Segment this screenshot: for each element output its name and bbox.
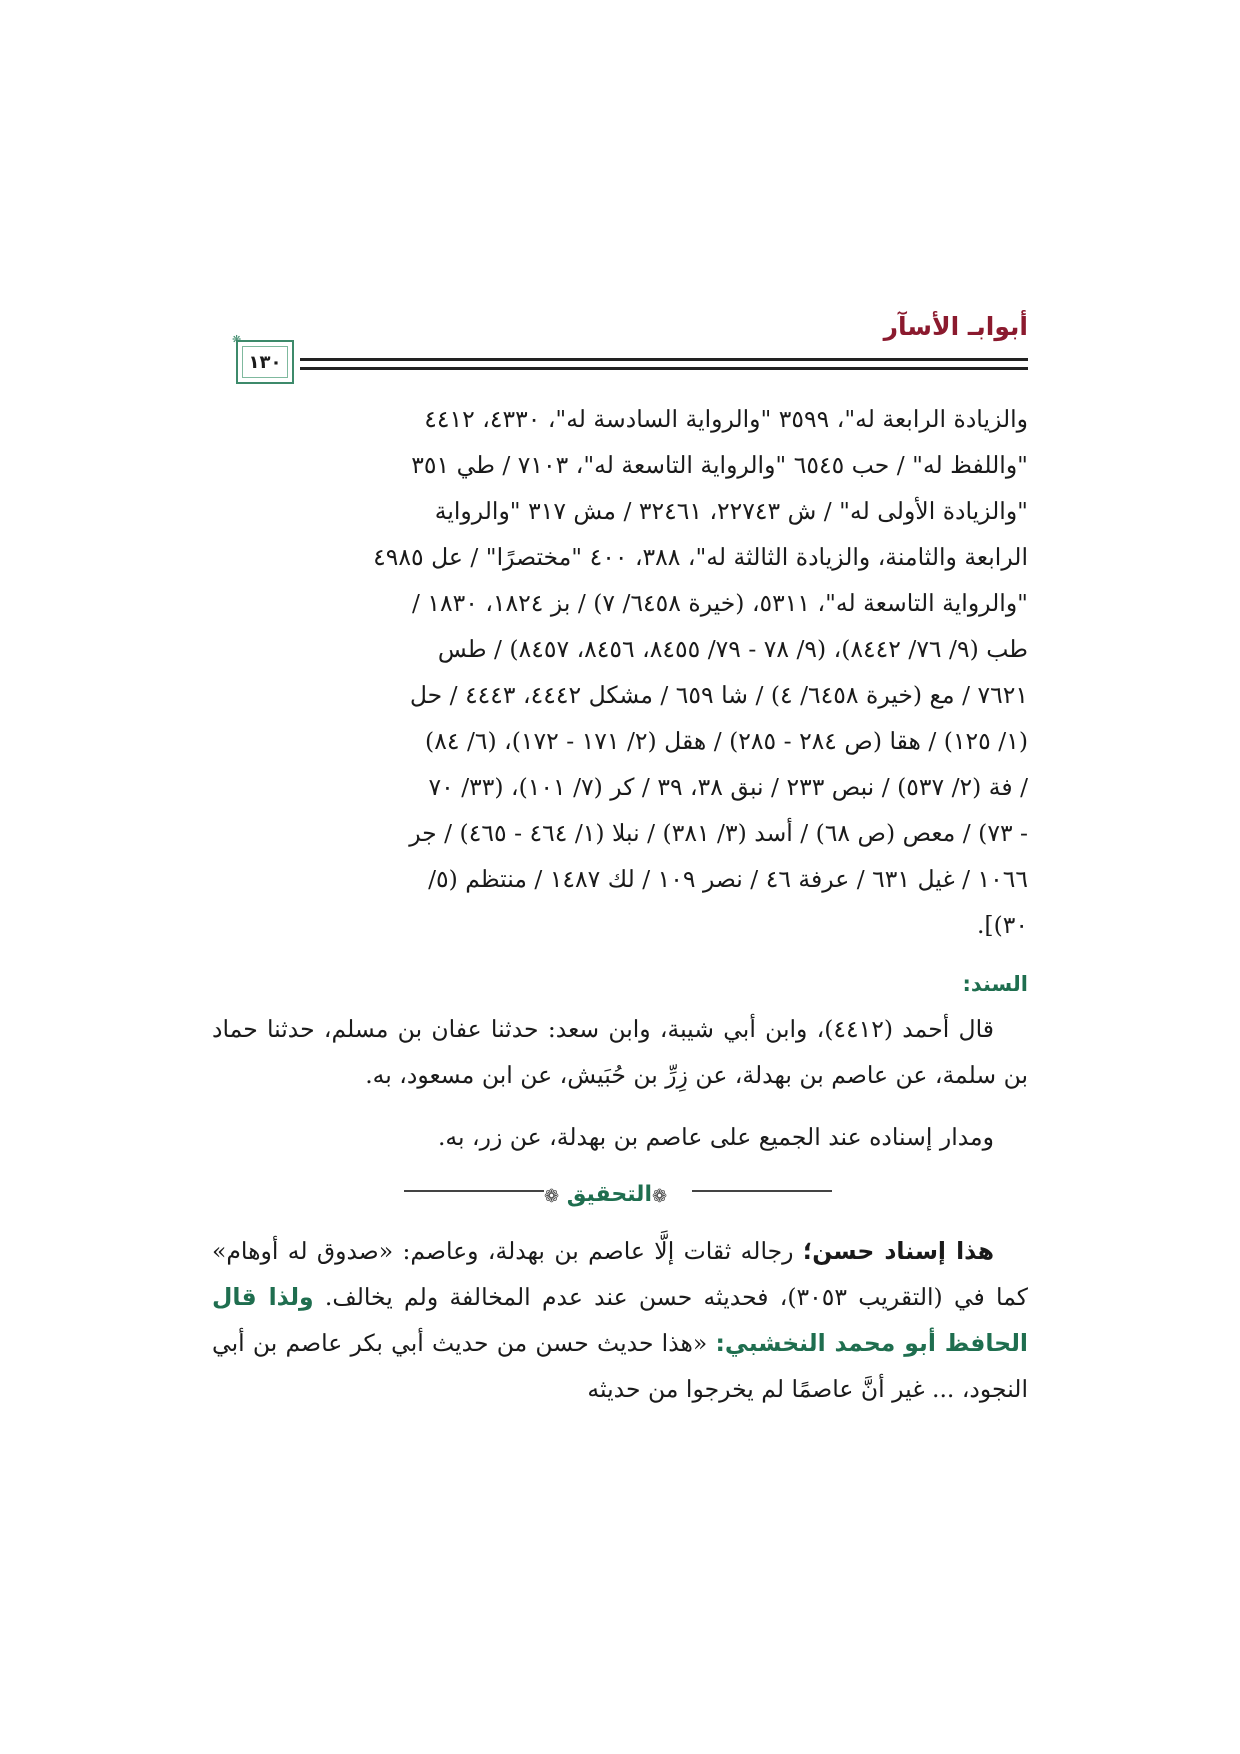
source-line: / فة (٢/ ٥٣٧) / نبص ٢٣٣ / نبق ٣٨، ٣٩ / كر (٧/ ١٠١)، (٣٣/ ٧٠ bbox=[428, 773, 1028, 801]
main-text bbox=[212, 396, 1028, 1412]
source-line: - ٧٣) / معص (ص ٦٨) / أسد (٣/ ٣٨١) / نبلا (١/ ٤٦٤ - ٤٦٥) / جر bbox=[409, 819, 1028, 847]
source-line: ٧٦٢١ / مع (خيرة ٦٤٥٨/ ٤) / شا ٦٥٩ / مشكل ٤٤٤٢، ٤٤٤٣ / حل bbox=[409, 681, 1028, 709]
source-line: "واللفظ له" / حب ٦٥٤٥ "والرواية التاسعة له"، ٧١٠٣ / طي ٣٥١ bbox=[411, 451, 1028, 479]
tahqiq-paragraph bbox=[212, 1228, 1028, 1412]
source-line: "والرواية التاسعة له"، ٥٣١١، (خيرة ٦٤٥٨/ ٧) / بز ١٨٢٤، ١٨٣٠ / bbox=[411, 589, 1028, 617]
ornament-icon: ❁ bbox=[544, 1186, 560, 1207]
source-line: والزيادة الرابعة له"، ٣٥٩٩ "والرواية السادسة له"، ٤٣٣٠، ٤٤١٢ bbox=[424, 405, 1028, 433]
divider-line bbox=[404, 1190, 544, 1192]
divider-line bbox=[692, 1190, 832, 1192]
running-title: أبوابـ الأسآر bbox=[883, 312, 1028, 341]
header-rule-top bbox=[212, 358, 1028, 361]
madar-paragraph: ومدار إسناده عند الجميع على عاصم بن بهدلة، عن زر، به. bbox=[437, 1123, 994, 1151]
source-line: (١/ ١٢٥) / هقا (ص ٢٨٤ - ٢٨٥) / هقل (٢/ ١٧١ - ١٧٢)، (٦/ ٨٤) bbox=[425, 727, 1028, 755]
sources-block bbox=[212, 396, 1028, 948]
page-header bbox=[212, 312, 1028, 392]
source-line: ١٠٦٦ / غيل ٦٣١ / عرفة ٤٦ / نصر ١٠٩ / لك ١٤٨٧ / منتظم (٥/ bbox=[428, 865, 1028, 893]
tahqiq-text: رجاله ثقات إلَّا عاصم بن بهدلة، وعاصم: «صدوق له أوهام» كما في (التقريب ٣٠٥٣)، فحديثه حسن عند عدم المخالفة ولم يخالف. bbox=[212, 1237, 1028, 1311]
rule-gap bbox=[212, 352, 236, 376]
source-line: "والزيادة الأولى له" / ش ٢٢٧٤٣، ٣٢٤٦١ / مش ٣١٧ "والرواية bbox=[434, 497, 1028, 525]
tahqiq-divider bbox=[212, 1168, 1028, 1212]
ornament-icon: ❁ bbox=[652, 1186, 668, 1207]
sanad-paragraph: قال أحمد (٤٤١٢)، وابن أبي شيبة، وابن سعد: حدثنا عفان بن مسلم، حدثنا حماد بن سلمة، عن عاصم بن بهدلة، عن زِرِّ بن حُبَيش، عن ابن مسعود، به. bbox=[212, 1015, 1028, 1089]
tahqiq-text: «هذا حديث حسن من حديث أبي بكر عاصم بن أبي النجود، ... غير أنَّ عاصمًا لم يخرجوا من حديثه bbox=[212, 1329, 1028, 1403]
source-line: ٣٠)]. bbox=[976, 911, 1028, 939]
page-number-badge bbox=[236, 340, 294, 384]
tahqiq-heading: التحقيق bbox=[566, 1182, 652, 1207]
page-number: ١٣٠ bbox=[248, 351, 282, 373]
verdict-bold: هذا إسناد حسن؛ bbox=[802, 1237, 994, 1265]
header-rule-bottom bbox=[212, 367, 1028, 370]
source-line: طب (٩/ ٧٦/ ٨٤٤٢)، (٩/ ٧٨ - ٧٩/ ٨٤٥٥، ٨٤٥٦، ٨٤٥٧) / طس bbox=[437, 635, 1028, 663]
source-line: الرابعة والثامنة، والزيادة الثالثة له"، ٣٨٨، ٤٠٠ "مختصرًا" / عل ٤٩٨٥ bbox=[373, 543, 1028, 571]
quote-intro: ولذا قال الحافظ أبو محمد النخشبي: bbox=[212, 1283, 1028, 1357]
sanad-heading: السند: bbox=[962, 972, 1028, 996]
